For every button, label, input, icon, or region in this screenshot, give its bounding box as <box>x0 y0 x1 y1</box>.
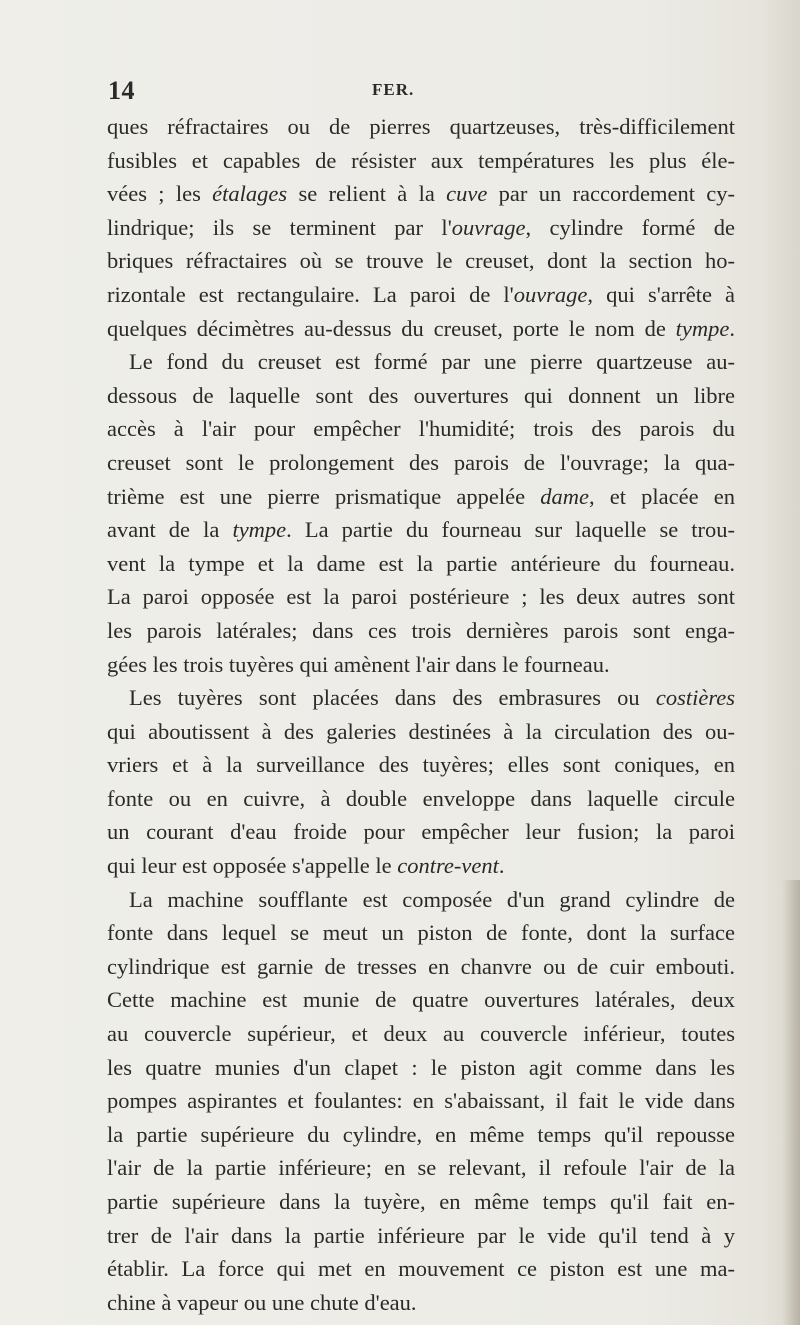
text-line <box>107 815 735 849</box>
text-run: , et placée en <box>589 483 736 509</box>
text-line <box>107 379 735 413</box>
text-line <box>107 547 735 581</box>
text-run: creuset sont le prolongement des parois de l'ouvrage; la qua- <box>107 449 735 475</box>
text-line <box>107 1219 735 1253</box>
italic-term: tympe <box>675 315 730 341</box>
body-text <box>107 110 735 1319</box>
text-run: les parois latérales; dans ces trois dernières parois sont enga- <box>107 617 735 643</box>
italic-term: contre-vent <box>397 853 499 879</box>
text-line <box>107 883 735 917</box>
italic-term: dame <box>540 483 589 509</box>
text-run: Cette machine est munie de quatre ouvertures latérales, deux <box>107 987 735 1013</box>
text-line <box>107 345 735 379</box>
text-line <box>107 849 735 883</box>
text-run: La paroi opposée est la paroi postérieure ; les deux autres sont <box>107 584 735 610</box>
text-run: trième est une pierre prismatique appelée <box>107 483 541 509</box>
text-line <box>107 144 735 178</box>
text-line <box>107 648 735 682</box>
text-line <box>107 681 735 715</box>
text-run: Les tuyères sont placées dans des embrasures ou <box>129 685 656 711</box>
text-run: qui leur est opposée s'appelle le <box>107 853 398 879</box>
text-line <box>107 1118 735 1152</box>
text-line <box>107 177 735 211</box>
text-run: avant de la <box>107 517 233 543</box>
text-run: au couvercle supérieur, et deux au couvercle inférieur, toutes <box>107 1021 735 1047</box>
running-head <box>0 78 800 108</box>
text-run: chine à vapeur ou une chute d'eau. <box>107 1289 417 1315</box>
text-run: qui aboutissent à des galeries destinées à la circulation des ou- <box>107 718 735 744</box>
text-line <box>107 983 735 1017</box>
page-edge-shadow <box>782 880 800 1325</box>
text-run: vent la tympe et la dame est la partie antérieure du fourneau. <box>107 550 735 576</box>
text-line <box>107 614 735 648</box>
text-line <box>107 580 735 614</box>
text-run: les quatre munies d'un clapet : le piston agit comme dans les <box>107 1054 735 1080</box>
text-run: vées ; les <box>107 181 213 207</box>
italic-term: cuve <box>446 181 488 207</box>
text-run: accès à l'air pour empêcher l'humidité; trois des parois du <box>107 416 735 442</box>
text-run: par un raccordement cy- <box>487 181 735 207</box>
text-run: , cylindre formé de <box>525 214 735 240</box>
text-line <box>107 278 735 312</box>
text-run: rizontale est rectangulaire. La paroi de l' <box>107 281 514 307</box>
running-title: FER. <box>372 80 415 99</box>
text-line <box>107 748 735 782</box>
text-line <box>107 1151 735 1185</box>
italic-term: tympe <box>232 517 287 543</box>
italic-term: étalages <box>212 181 288 207</box>
text-line <box>107 1185 735 1219</box>
text-run: pompes aspirantes et foulantes: en s'abaissant, il fait le vide dans <box>107 1088 735 1114</box>
text-run: partie supérieure dans la tuyère, en même temps qu'il fait en- <box>107 1189 735 1214</box>
text-line <box>107 950 735 984</box>
text-run: la partie supérieure du cylindre, en même temps qu'il repousse <box>107 1121 735 1147</box>
italic-term: ouvrage <box>513 281 588 307</box>
text-line <box>107 480 735 514</box>
text-line <box>107 782 735 816</box>
text-line <box>107 1084 735 1118</box>
text-line <box>107 211 735 245</box>
text-run: l'air de la partie inférieure; en se relevant, il refoule l'air de la <box>107 1155 735 1181</box>
italic-term: ouvrage <box>451 214 526 240</box>
text-line <box>107 312 735 346</box>
text-run: trer de l'air dans la partie inférieure par le vide qu'il tend à y <box>107 1222 735 1248</box>
text-run: se relient à la <box>287 181 447 207</box>
page-number: 14 <box>108 76 135 105</box>
text-line <box>107 715 735 749</box>
text-line <box>107 1017 735 1051</box>
text-line <box>107 446 735 480</box>
text-run: ques réfractaires ou de pierres quartzeuses, très-difficilement <box>107 114 735 139</box>
text-line <box>107 1051 735 1085</box>
text-run: cylindrique est garnie de tresses en chanvre ou de cuir embouti. <box>107 953 735 979</box>
text-run: fusibles et capables de résister aux températures les plus éle- <box>107 147 735 173</box>
text-line <box>107 1252 735 1286</box>
text-run: fonte ou en cuivre, à double enveloppe dans laquelle circule <box>107 785 735 811</box>
text-run: . <box>729 315 735 341</box>
text-run: La machine soufflante est composée d'un grand cylindre de <box>129 886 735 912</box>
text-line <box>107 916 735 950</box>
text-run: . <box>498 853 505 879</box>
text-run: établir. La force qui met en mouvement ce piston est une ma- <box>107 1256 735 1282</box>
text-run: un courant d'eau froide pour empêcher leur fusion; la paroi <box>107 819 735 845</box>
text-run: fonte dans lequel se meut un piston de fonte, dont la surface <box>107 920 735 946</box>
text-run: lindrique; ils se terminent par l' <box>107 214 452 240</box>
text-line <box>107 412 735 446</box>
text-line <box>107 1286 735 1320</box>
text-run: quelques décimètres au-dessus du creuset, porte le nom de <box>107 315 676 341</box>
text-run: Le fond du creuset est formé par une pierre quartzeuse au- <box>129 349 735 375</box>
text-line <box>107 244 735 278</box>
text-run: , qui s'arrête à <box>587 281 736 307</box>
text-run: gées les trois tuyères qui amènent l'air dans le fourneau. <box>107 651 610 677</box>
text-run: . La partie du fourneau sur laquelle se trou- <box>286 517 735 543</box>
text-run: briques réfractaires où se trouve le creuset, dont la section ho- <box>107 248 735 274</box>
text-line <box>107 110 735 144</box>
text-run: dessous de laquelle sont des ouvertures qui donnent un libre <box>107 382 735 408</box>
text-run: vriers et à la surveillance des tuyères; elles sont coniques, en <box>107 752 735 778</box>
text-line <box>107 513 735 547</box>
italic-term: costières <box>655 685 735 711</box>
